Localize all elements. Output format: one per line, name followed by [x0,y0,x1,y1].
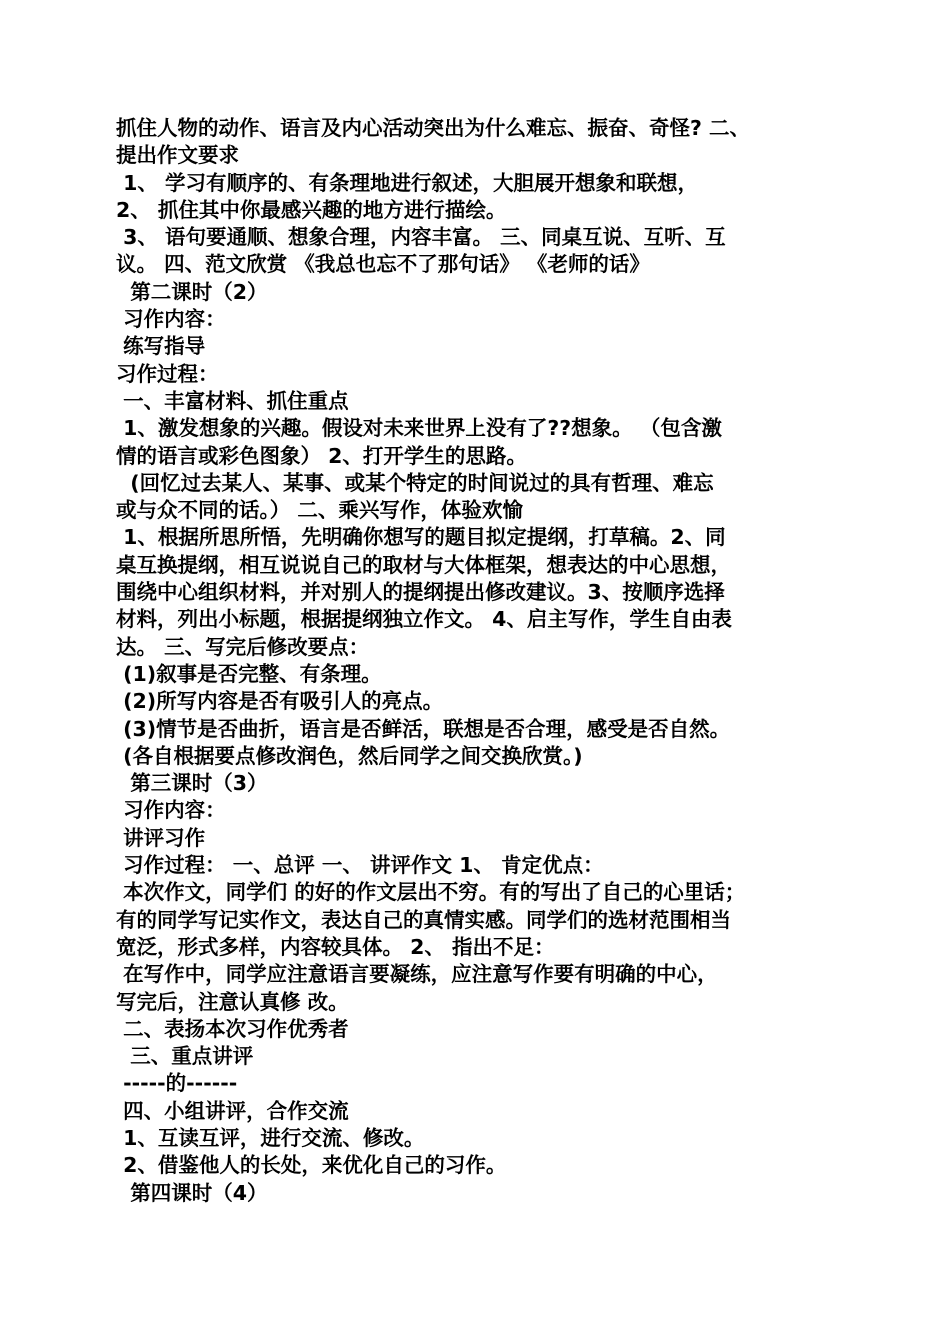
text-line: 本次作文，同学们 的好的作文层出不穷。有的写出了自己的心里话； [116,880,746,905]
text-line: 材料，列出小标题，根据提纲独立作文。 4、启主写作，学生自由表 [116,607,732,632]
text-line: 1、激发想象的兴趣。假设对未来世界上没有了??想象。 （包含激 [116,416,722,441]
text-line: 或与众不同的话。） 二、乘兴写作，体验欢愉 [116,498,523,523]
text-line: 情的语言或彩色图象） 2、打开学生的思路。 [116,443,527,468]
text-line: 2、借鉴他人的长处，来优化自己的习作。 [116,1153,507,1178]
text-line: 三、重点讲评 [116,1044,254,1069]
text-line: 宽泛，形式多样，内容较具体。 2、 指出不足： [116,934,555,959]
text-line: 1、互读互评，进行交流、修改。 [116,1125,425,1150]
section-heading: 第三课时（3） [116,771,268,796]
text-line: 抓住人物的动作、语言及内心活动突出为什么难忘、振奋、奇怪? 二、 [116,116,751,140]
text-line: 有的同学写记实作文，表达自己的真情实感。同学们的选材范围相当 [116,907,731,932]
text-line: 习作内容： [116,798,226,823]
text-line: 3、 语句要通顺、想象合理，内容丰富。 三、同桌互说、互听、互 [116,225,726,250]
text-line: 围绕中心组织材料，并对别人的提纲提出修改建议。3、按顺序选择 [116,580,725,605]
text-line: 在写作中，同学应注意语言要凝练，应注意写作要有明确的中心， [116,962,718,987]
text-line: 习作内容： [116,307,226,332]
text-line: 1、根据所思所悟，先明确你想写的题目拟定提纲，打草稿。2、同 [116,525,726,550]
text-line: 二、表扬本次习作优秀者 [116,1016,349,1041]
text-line: 议。 四、范文欣赏 《我总也忘不了那句话》 《老师的话》 [116,252,650,277]
section-heading: 第四课时（4） [116,1180,268,1205]
text-line: (1)叙事是否完整、有条理。 [116,661,382,686]
text-line: 习作过程： 一、总评 一、 讲评作文 1、 肯定优点： [116,853,604,878]
text-line: 达。 三、写完后修改要点： [116,634,370,659]
text-line: (2)所写内容是否有吸引人的亮点。 [116,689,444,714]
text-line: 桌互换提纲，相互说说自己的取材与大体框架，想表达的中心思想， [116,552,731,577]
text-line: (3)情节是否曲折，语言是否鲜活，联想是否合理，感受是否自然。 [116,716,731,741]
text-line: (各自根据要点修改润色，然后同学之间交换欣赏。) [116,743,583,768]
text-line: 提出作文要求 [116,143,239,168]
text-line: 一、丰富材料、抓住重点 [116,388,349,413]
text-line: 2、 抓住其中你最感兴趣的地方进行描绘。 [116,197,507,222]
text-line: 习作过程： [116,361,219,386]
text-line: 四、小组讲评，合作交流 [116,1098,349,1123]
text-line: 写完后，注意认真修 改。 [116,989,349,1014]
section-heading: 第二课时（2） [116,279,268,304]
document-body [116,115,836,1207]
text-line: 练写指导 [116,334,206,359]
text-line: (回忆过去某人、某事、或某个特定的时间说过的具有哲理、难忘 [116,470,714,495]
text-line: -----的------ [116,1071,238,1096]
text-line: 讲评习作 [116,825,206,850]
text-line: 1、 学习有顺序的、有条理地进行叙述，大胆展开想象和联想， [116,170,699,195]
